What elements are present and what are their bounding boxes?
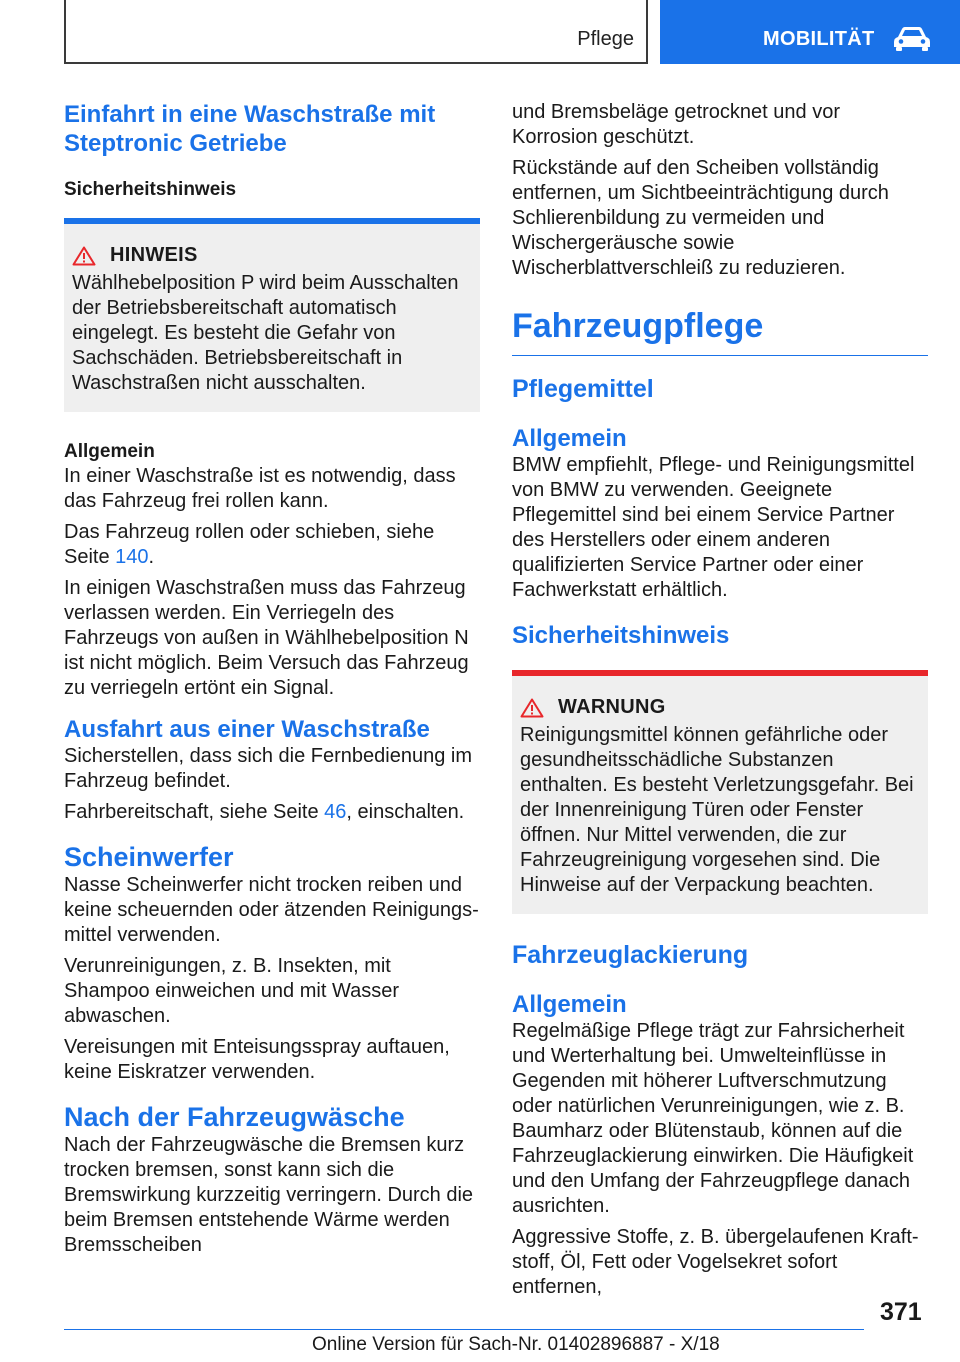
heading-nach-fahrzeugwaesche: Nach der Fahrzeugwäsche	[64, 1102, 405, 1132]
warning-triangle-icon	[520, 698, 544, 718]
paragraph: Verunreinigungen, z. B. Insekten, mit Shampoo einweichen und mit Wasser abwaschen.	[64, 955, 399, 1027]
paragraph: In einigen Waschstraßen muss das Fahrzeug verlassen werden. Ein Verriegeln des Fahrzeugs von außen in Wählhebelposition N ist nicht möglich. Beim Versuch das Fahrzeug zu verriegeln ertönt ein Signal.	[64, 577, 469, 699]
paragraph: Fahrbereitschaft, siehe Seite 46, einschalten.	[64, 801, 465, 823]
hinweis-box	[64, 218, 480, 412]
paragraph: Das Fahrzeug rollen oder schieben, siehe Seite 140.	[64, 521, 435, 568]
header-frame	[64, 0, 648, 64]
warning-triangle-icon	[72, 246, 96, 266]
paragraph: Aggressive Stoffe, z. B. übergelaufenen Kraftstoff, Öl, Fett oder Vogelsekret sofort entfernen,	[512, 1226, 919, 1298]
chapter-heading: Fahrzeugpflege	[512, 305, 928, 356]
footer-text: Online Version für Sach-Nr. 01402896887 - X/18	[312, 1334, 720, 1355]
page-number: 371	[880, 1298, 922, 1326]
section-title: Pflege	[577, 28, 634, 50]
paragraph: Nasse Scheinwerfer nicht trocken reiben und keine scheuernden oder ätzenden Reinigungsmittel verwenden.	[64, 874, 479, 946]
paragraph: In einer Waschstraße ist es notwendig, dass das Fahrzeug frei rollen kann.	[64, 465, 456, 512]
heading-ausfahrt: Ausfahrt aus einer Waschstraße	[64, 716, 430, 743]
paragraph: Vereisungen mit Enteisungsspray auftauen, keine Eiskratzer verwenden.	[64, 1036, 450, 1083]
paragraph: BMW empfiehlt, Pflege- und Reinigungsmittel von BMW zu verwenden. Geeignete Pflegemittel sind bei einem Service Partner des Herstellers oder einem anderen qualifizierten Service Partner oder einer Fachwerkstatt erhältlich.	[512, 454, 915, 601]
heading-allgemein: Allgemein	[512, 425, 627, 452]
car-icon	[892, 26, 932, 52]
heading-sicherheitshinweis: Sicherheitshinweis	[512, 622, 730, 649]
warnung-title: WARNUNG	[558, 696, 666, 718]
heading-sicherheitshinweis: Sicherheitshinweis	[64, 179, 237, 200]
right-column	[512, 100, 928, 1306]
paragraph: Rückstände auf den Scheiben vollständig entfernen, um Sichtbeeinträchtigung durch Schlierenbildung zu vermeiden und Wischergeräusche sowie Wischerblattverschleiß zu reduzieren.	[512, 157, 889, 279]
heading-einfahrt: Einfahrt in eine Waschstraße mit Steptronic Getriebe	[64, 101, 436, 157]
heading-fahrzeuglackierung: Fahrzeuglackierung	[512, 941, 749, 969]
page-link-46[interactable]: 46	[324, 801, 347, 823]
footer-divider	[64, 1329, 864, 1330]
heading-allgemein: Allgemein	[512, 991, 627, 1018]
paragraph: Sicherstellen, dass sich die Fernbedienung im Fahrzeug befindet.	[64, 745, 472, 792]
hinweis-title: HINWEIS	[110, 244, 198, 266]
heading-scheinwerfer: Scheinwerfer	[64, 842, 234, 872]
warnung-text: Reinigungsmittel können gefährliche oder gesundheitsschädliche Substanzen enthalten. Es besteht Verletzungsgefahr. Bei der Innenreinigung Türen oder Fenster öffnen. Nur Mittel verwenden, die zur Fahrzeugreinigung vorgesehen sind. Die Hinweise auf der Verpackung beachten.	[520, 724, 914, 896]
heading-pflegemittel: Pflegemittel	[512, 375, 654, 403]
paragraph: und Bremsbeläge getrocknet und vor Korrosion geschützt.	[512, 101, 840, 148]
paragraph: Nach der Fahrzeugwäsche die Bremsen kurz trocken bremsen, sonst kann sich die Bremswirkung kurzzeitig verringern. Durch die beim Bremsen entstehende Wärme werden Bremsscheiben	[64, 1134, 474, 1256]
left-column	[64, 100, 480, 1264]
warnung-box	[512, 670, 928, 914]
page-link-140[interactable]: 140	[115, 546, 149, 568]
heading-allgemein: Allgemein	[64, 441, 155, 462]
hinweis-text: Wählhebelposition P wird beim Ausschalten der Betriebsbereitschaft automatisch eingelegt. Es besteht die Gefahr von Sachschäden. Betriebsbereitschaft in Waschstraßen nicht ausschalten.	[72, 272, 459, 394]
chapter-tab[interactable]	[660, 0, 960, 64]
paragraph: Regelmäßige Pflege trägt zur Fahrsicherheit und Werterhaltung bei. Umwelteinflüsse in Gegenden mit höherer Luftverschmutzung oder natürlichen Verunreinigungen, wie z. B. Baumharz oder Blütenstaub, können auf die Fahrzeuglackierung einwirken. Die Häufigkeit und den Umfang der Fahrzeugpflege danach ausrichten.	[512, 1020, 914, 1217]
chapter-tab-label: MOBILITÄT	[763, 28, 875, 50]
